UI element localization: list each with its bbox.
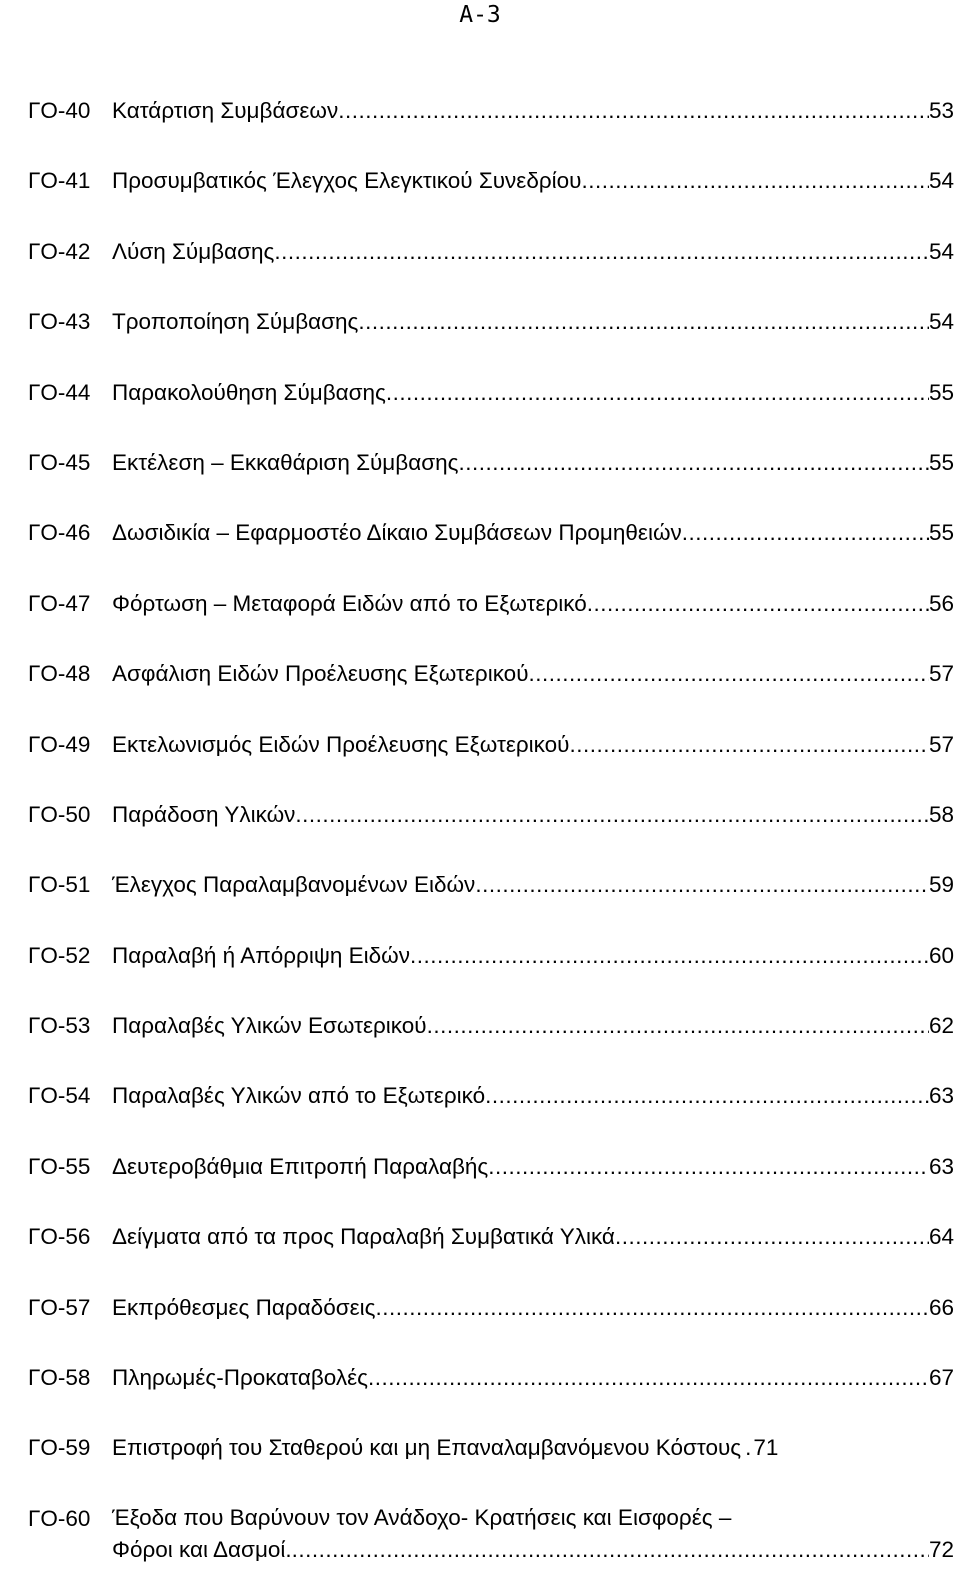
toc-entry-page: 58 — [928, 801, 954, 827]
toc-entry-page: 63 — [928, 1083, 954, 1109]
toc-leader-dots — [427, 991, 929, 1061]
toc-entry-56[interactable] — [0, 1202, 960, 1272]
toc-entry-48[interactable] — [0, 639, 960, 709]
toc-entry-page: 55 — [928, 379, 954, 405]
toc-leader-dots — [375, 1273, 928, 1343]
toc-entry-code: ΓΟ-55 — [28, 1153, 91, 1179]
toc-entry-55[interactable] — [0, 1132, 960, 1202]
toc-entry-title: Έλεγχος Παραλαμβανομένων Ειδών — [112, 872, 476, 898]
toc-entry-43[interactable] — [0, 287, 960, 357]
toc-entry-49[interactable] — [0, 710, 960, 780]
toc-entry-code: ΓΟ-59 — [28, 1435, 91, 1461]
toc-entry-59[interactable] — [0, 1413, 960, 1483]
toc-entry-52[interactable] — [0, 921, 960, 991]
toc-entry-code: ΓΟ-47 — [28, 590, 91, 616]
toc-leader-dots — [485, 1061, 929, 1131]
toc-entry-code: ΓΟ-49 — [28, 731, 91, 757]
toc-entry-title: Παραλαβές Υλικών Εσωτερικού — [112, 1013, 427, 1039]
toc-entry-code: ΓΟ-44 — [28, 379, 91, 405]
toc-entry-page: 72 — [928, 1536, 954, 1562]
toc-entry-title: Δείγματα από τα προς Παραλαβή Συμβατικά Υλικά — [112, 1224, 615, 1250]
toc-entry-title: Παράδοση Υλικών — [112, 801, 296, 827]
toc-entry-code: ΓΟ-42 — [28, 238, 91, 264]
toc-leader-dots — [475, 850, 929, 920]
toc-entry-page: 54 — [928, 309, 954, 335]
toc-entry-title: Εκτελωνισμός Ειδών Προέλευσης Εξωτερικού — [112, 731, 570, 757]
toc-entry-page: 71 — [753, 1435, 779, 1461]
toc-leader-dots — [587, 569, 929, 639]
toc-entry-41[interactable] — [0, 146, 960, 216]
toc-entry-50[interactable] — [0, 780, 960, 850]
toc-entry-page: 54 — [928, 238, 954, 264]
toc-entry-51[interactable] — [0, 850, 960, 920]
toc-entry-title: Παραλαβή ή Απόρριψη Ειδών — [112, 942, 411, 968]
toc-entry-page: 67 — [928, 1365, 954, 1391]
toc-entry-code: ΓΟ-41 — [28, 168, 91, 194]
toc-leader-dots — [615, 1202, 929, 1272]
toc-entry-page: 55 — [928, 449, 954, 475]
toc-entry-code: ΓΟ-53 — [28, 1013, 91, 1039]
toc-entry-title-line1: Έξοδα που Βαρύνουν τον Ανάδοχο- Κρατήσεις και Εισφορές – — [112, 1504, 732, 1530]
toc-entry-code: ΓΟ-54 — [28, 1083, 91, 1109]
toc-entry-page: 57 — [928, 731, 954, 757]
toc-leader-dots — [292, 1534, 929, 1566]
toc-leader-dots — [410, 921, 929, 991]
toc-entry-code: ΓΟ-50 — [28, 801, 91, 827]
table-of-contents — [0, 76, 960, 1574]
toc-entry-title: Προσυμβατικός Έλεγχος Ελεγκτικού Συνεδρίου — [112, 168, 582, 194]
toc-leader-dots — [488, 1132, 929, 1202]
toc-entry-title: Φόρτωση – Μεταφορά Ειδών από το Εξωτερικό — [112, 590, 587, 616]
toc-leader-dots — [529, 639, 929, 709]
toc-entry-60[interactable] — [0, 1484, 960, 1574]
toc-leader-dots — [338, 76, 929, 146]
toc-entry-page: 62 — [928, 1013, 954, 1039]
toc-leader-dots — [458, 428, 929, 498]
toc-entry-42[interactable] — [0, 217, 960, 287]
toc-entry-code: ΓΟ-43 — [28, 309, 91, 335]
toc-entry-code: ΓΟ-46 — [28, 520, 91, 546]
toc-entry-47[interactable] — [0, 569, 960, 639]
toc-entry-page: 53 — [928, 98, 954, 123]
toc-entry-44[interactable] — [0, 358, 960, 428]
toc-leader-dots — [569, 710, 928, 780]
toc-leader-dots — [358, 287, 929, 357]
toc-entry-code: ΓΟ-40 — [28, 98, 91, 123]
toc-entry-code: ΓΟ-56 — [28, 1224, 91, 1250]
toc-entry-title: Πληρωμές-Προκαταβολές — [112, 1365, 368, 1391]
toc-entry-54[interactable] — [0, 1061, 960, 1131]
toc-entry-46[interactable] — [0, 498, 960, 568]
toc-entry-page: 59 — [928, 872, 954, 898]
toc-entry-title-line2: Φόροι και Δασμοί. — [112, 1536, 292, 1562]
toc-entry-53[interactable] — [0, 991, 960, 1061]
toc-entry-40[interactable] — [0, 76, 960, 146]
toc-entry-title: Παραλαβές Υλικών από το Εξωτερικό — [112, 1083, 486, 1109]
toc-leader-dots — [368, 1343, 929, 1413]
toc-entry-45[interactable] — [0, 428, 960, 498]
toc-leader-dots — [295, 780, 929, 850]
toc-entry-title: Ασφάλιση Ειδών Προέλευσης Εξωτερικού — [112, 661, 529, 687]
toc-entry-title: Τροποποίηση Σύμβασης — [112, 309, 359, 335]
toc-entry-57[interactable] — [0, 1273, 960, 1343]
toc-entry-title: Εκπρόθεσμες Παραδόσεις — [112, 1294, 376, 1320]
toc-entry-page: 55 — [928, 520, 954, 546]
toc-leader-dots — [581, 146, 928, 216]
page-label: A-3 — [459, 2, 501, 28]
toc-entry-title: Παρακολούθηση Σύμβασης — [112, 379, 386, 405]
toc-entry-title: Κατάρτιση Συμβάσεων — [112, 98, 339, 123]
toc-entry-code: ΓΟ-52 — [28, 942, 91, 968]
toc-entry-page: 56 — [928, 590, 954, 616]
toc-entry-title: Λύση Σύμβασης — [112, 238, 275, 264]
toc-entry-page: 60 — [928, 942, 954, 968]
toc-entry-title: Δωσιδικία – Εφαρμοστέο Δίκαιο Συμβάσεων Προμηθειών — [112, 520, 682, 546]
toc-leader-dots — [386, 358, 929, 428]
toc-entry-page: 57 — [928, 661, 954, 687]
toc-entry-code: ΓΟ-57 — [28, 1294, 91, 1320]
toc-entry-page: 64 — [928, 1224, 954, 1250]
toc-entry-page: 54 — [928, 168, 954, 194]
toc-entry-code: ΓΟ-45 — [28, 449, 91, 475]
toc-entry-code: ΓΟ-51 — [28, 872, 91, 898]
toc-leader-dots: . — [745, 1435, 752, 1461]
toc-entry-title: Εκτέλεση – Εκκαθάριση Σύμβασης — [112, 449, 459, 475]
toc-entry-code: ΓΟ-60 — [28, 1505, 91, 1531]
toc-entry-title: Επιστροφή του Σταθερού και μη Επαναλαμβανόμενου Κόστους — [112, 1435, 742, 1461]
toc-leader-dots — [274, 217, 929, 287]
toc-leader-dots — [682, 498, 929, 568]
toc-entry-code: ΓΟ-58 — [28, 1365, 91, 1391]
toc-entry-title: Δευτεροβάθμια Επιτροπή Παραλαβής — [112, 1153, 489, 1179]
toc-entry-page: 66 — [928, 1294, 954, 1320]
toc-entry-code: ΓΟ-48 — [28, 661, 91, 687]
toc-entry-page: 63 — [928, 1153, 954, 1179]
toc-entry-58[interactable] — [0, 1343, 960, 1413]
